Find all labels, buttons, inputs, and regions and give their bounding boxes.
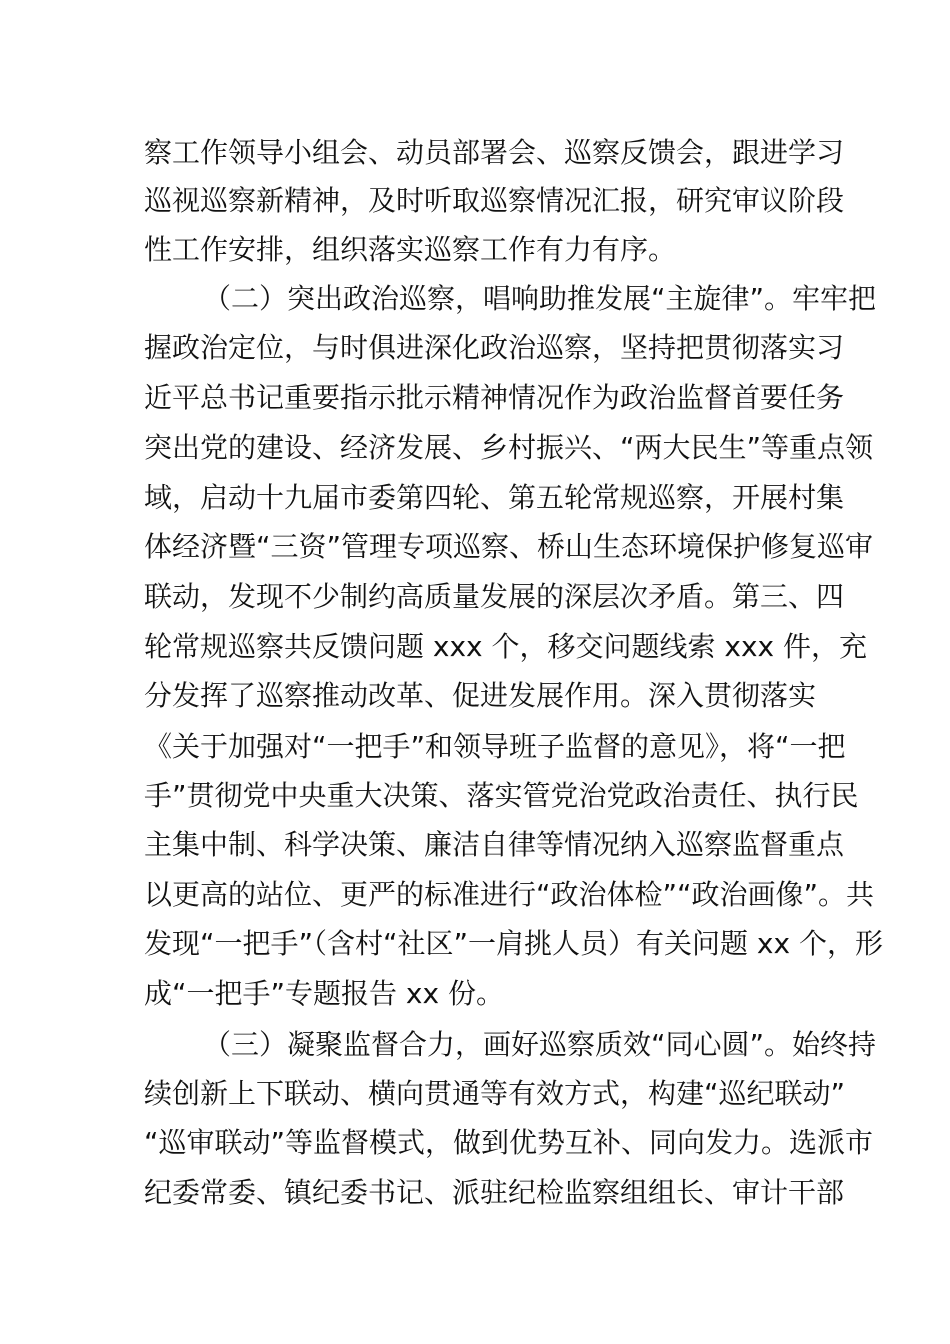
- text-line-12: 分发挥了巡察推动改革、促进发展作用。深入贯彻落实: [144, 679, 817, 712]
- text-line-16: 以更高的站位、更严的标准进行“政治体检”“政治画像”。共: [144, 878, 875, 911]
- text-line-15: 主集中制、科学决策、廉洁自律等情况纳入巡察监督重点: [144, 828, 845, 861]
- text-line-11: 轮常规巡察共反馈问题 xxx 个，移交问题线索 xxx 件，充: [144, 630, 868, 663]
- text-line-7: 突出党的建设、经济发展、乡村振兴、“两大民生”等重点领: [144, 431, 874, 464]
- text-line-18: 成“一把手”专题报告 xx 份。: [144, 977, 504, 1010]
- text-line-6: 近平总书记重要指示批示精神情况作为政治监督首要任务: [144, 381, 845, 414]
- text-line-3: 性工作安排，组织落实巡察工作有力有序。: [144, 233, 677, 266]
- text-line-10: 联动，发现不少制约高质量发展的深层次矛盾。第三、四: [144, 580, 845, 613]
- text-line-5: 握政治定位，与时俱进深化政治巡察，坚持把贯彻落实习: [144, 331, 845, 364]
- text-line-13: 《关于加强对“一把手”和领导班子监督的意见》，将“一把: [144, 730, 846, 763]
- text-line-2: 巡视巡察新精神，及时听取巡察情况汇报，研究审议阶段: [144, 184, 845, 217]
- text-line-9: 体经济暨“三资”管理专项巡察、桥山生态环境保护修复巡审: [144, 530, 874, 563]
- text-line-17: 发现“一把手”（含村“社区”一肩挑人员）有关问题 xx 个，形: [144, 927, 883, 960]
- text-line-22: 纪委常委、镇纪委书记、派驻纪检监察组组长、审计干部: [144, 1176, 845, 1209]
- text-line-20: 续创新上下联动、横向贯通等有效方式，构建“巡纪联动”: [144, 1077, 846, 1110]
- paragraph-3-heading-line: （三）凝聚监督合力，画好巡察质效“同心圆”。始终持: [203, 1028, 877, 1061]
- paragraph-2-heading-line: （二）突出政治巡察，唱响助推发展“主旋律”。牢牢把: [203, 282, 877, 315]
- text-line-21: “巡审联动”等监督模式，做到优势互补、同向发力。选派市: [144, 1126, 874, 1159]
- text-line-14: 手”贯彻党中央重大决策、落实管党治党政治责任、执行民: [144, 779, 859, 812]
- text-line-8: 域，启动十九届市委第四轮、第五轮常规巡察，开展村集: [144, 481, 845, 514]
- text-line-1: 察工作领导小组会、动员部署会、巡察反馈会，跟进学习: [144, 136, 845, 169]
